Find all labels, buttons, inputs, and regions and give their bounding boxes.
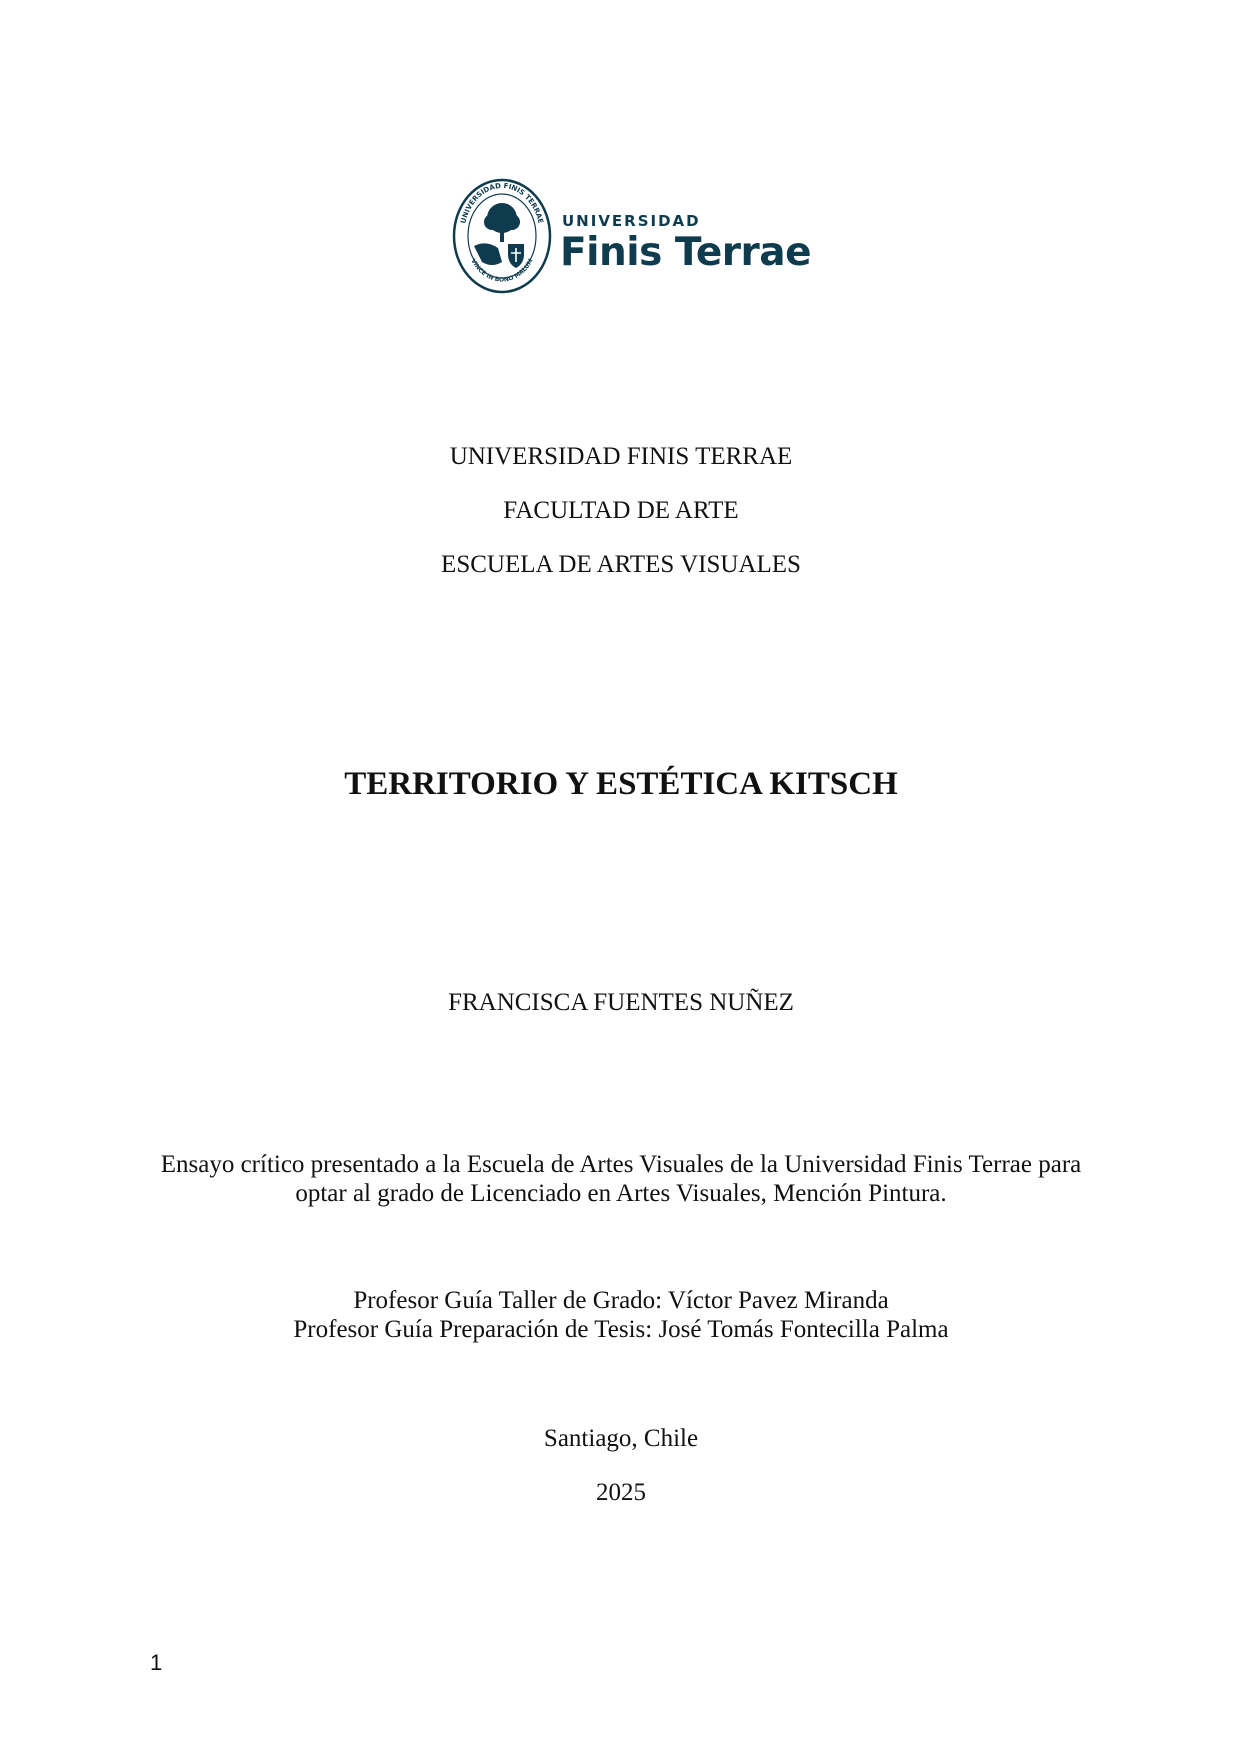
university-name: UNIVERSIDAD FINIS TERRAE: [449, 443, 793, 470]
advisor-line-1: Profesor Guía Taller de Grado: Víctor Pavez Miranda: [353, 1287, 889, 1314]
logo-wordmark-small: UNIVERSIDAD: [562, 212, 701, 230]
page-number: 1: [150, 1650, 163, 1675]
university-logo: [452, 178, 812, 298]
place: Santiago, Chile: [543, 1425, 699, 1452]
year: 2025: [596, 1479, 646, 1506]
faculty-name: FACULTAD DE ARTE: [503, 497, 739, 524]
thesis-title: TERRITORIO Y ESTÉTICA KITSCH: [344, 766, 898, 802]
svg-text:UNIVERSIDAD FINIS TERRAE: UNIVERSIDAD FINIS TERRAE: [459, 181, 545, 225]
svg-text:VINCE IN BONO MALUM: VINCE IN BONO MALUM: [469, 257, 535, 284]
thesis-description-line-1: Ensayo crítico presentado a la Escuela de Artes Visuales de la Universidad Finis Terrae para: [160, 1151, 1082, 1178]
author-name: FRANCISCA FUENTES NUÑEZ: [448, 989, 794, 1016]
thesis-description-line-2: optar al grado de Licenciado en Artes Visuales, Mención Pintura.: [295, 1180, 947, 1207]
school-name: ESCUELA DE ARTES VISUALES: [441, 551, 801, 578]
university-seal-icon: [452, 178, 552, 294]
advisor-line-2: Profesor Guía Preparación de Tesis: José Tomás Fontecilla Palma: [293, 1316, 949, 1343]
logo-wordmark-main: Finis Terrae: [560, 230, 812, 275]
